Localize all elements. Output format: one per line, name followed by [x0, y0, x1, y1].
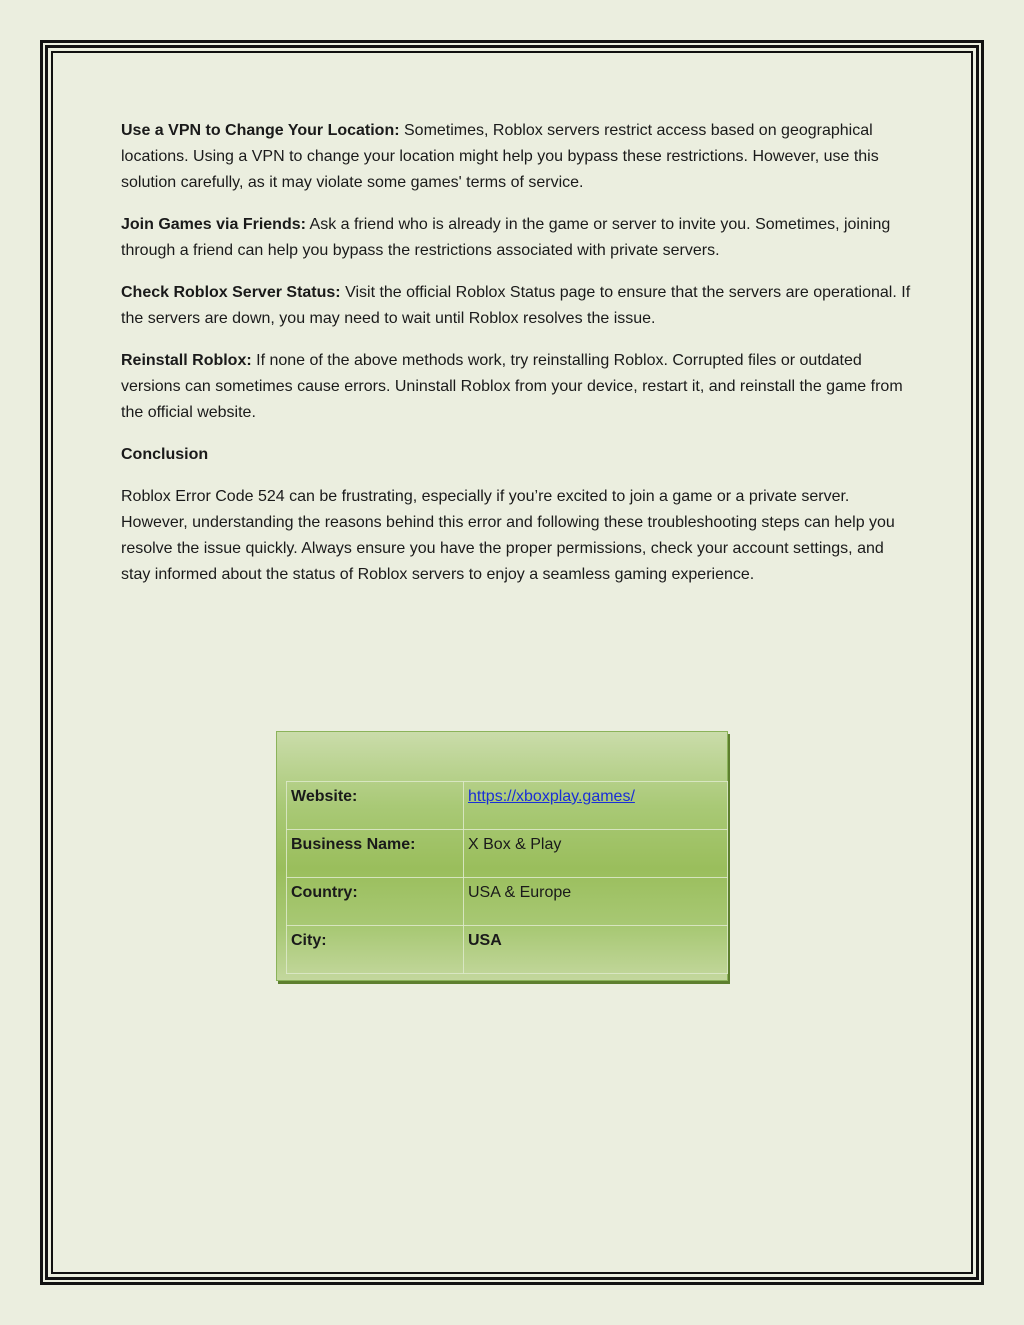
country-value: USA & Europe [464, 878, 728, 926]
paragraph-server-status-text: Visit the official Roblox Status page to ensure that the servers are operational. If the servers are down, you may need to wait until Roblox resolves the issue. [121, 284, 911, 327]
paragraph-reinstall-heading: Reinstall Roblox: [121, 352, 252, 369]
business-name-value: X Box & Play [464, 830, 728, 878]
paragraph-reinstall-text: If none of the above methods work, try reinstalling Roblox. Corrupted files or outdated versions can sometimes cause errors. Uninstall Roblox from your device, restart it, and reinstall the game from the official website. [121, 352, 903, 421]
paragraph-vpn [121, 118, 911, 196]
city-value: USA [464, 926, 728, 974]
website-label: Website: [287, 782, 464, 830]
business-info-box [276, 731, 728, 981]
paragraph-vpn-heading: Use a VPN to Change Your Location: [121, 122, 400, 139]
website-link[interactable]: https://xboxplay.games/ [468, 788, 635, 805]
conclusion-heading: Conclusion [121, 446, 209, 463]
country-label: Country: [287, 878, 464, 926]
table-row [287, 878, 728, 926]
table-row [287, 830, 728, 878]
website-cell [464, 782, 728, 830]
business-name-label: Business Name: [287, 830, 464, 878]
paragraph-friends-text: Ask a friend who is already in the game or server to invite you. Sometimes, joining through a friend can help you bypass the restrictions associated with private servers. [121, 216, 891, 259]
city-label: City: [287, 926, 464, 974]
table-row [287, 926, 728, 974]
paragraph-server-status [121, 280, 911, 332]
paragraph-reinstall [121, 348, 911, 426]
business-info-table [286, 781, 728, 974]
paragraph-vpn-text: Sometimes, Roblox servers restrict access based on geographical locations. Using a VPN to change your location might help you bypass these restrictions. However, use this solution carefully, as it may violate some games' terms of service. [121, 122, 879, 191]
paragraph-friends-heading: Join Games via Friends: [121, 216, 306, 233]
paragraph-friends [121, 212, 911, 264]
conclusion-text: Roblox Error Code 524 can be frustrating, especially if you’re excited to join a game or a private server. However, understanding the reasons behind this error and following these troubleshooting steps can help you resolve the issue quickly. Always ensure you have the proper permissions, check your account settings, and stay informed about the status of Roblox servers to enjoy a seamless gaming experience. [121, 488, 895, 583]
table-row [287, 782, 728, 830]
document-body [121, 118, 911, 604]
paragraph-server-status-heading: Check Roblox Server Status: [121, 284, 341, 301]
